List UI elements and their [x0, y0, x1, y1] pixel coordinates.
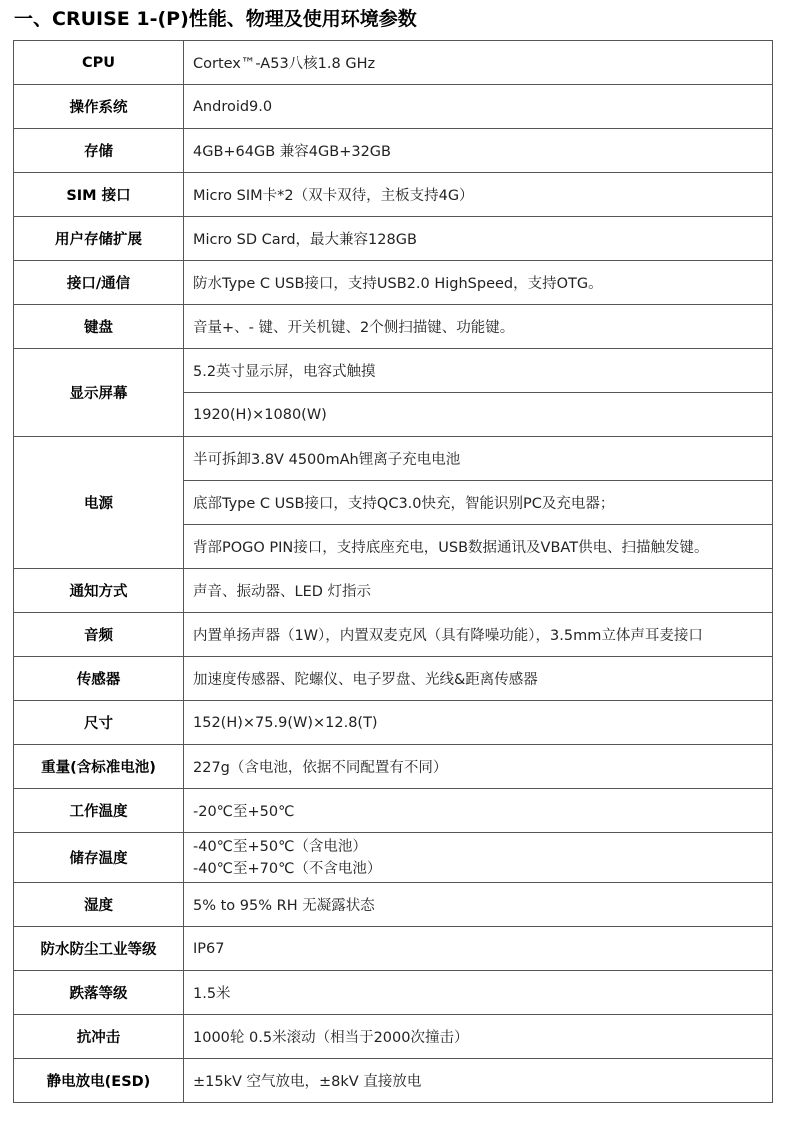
row-label: 抗冲击	[14, 1015, 184, 1059]
row-value: 1920(H)×1080(W)	[184, 393, 773, 437]
table-row	[14, 305, 773, 349]
row-label: 尺寸	[14, 701, 184, 745]
row-label: 防水防尘工业等级	[14, 927, 184, 971]
row-value: 152(H)×75.9(W)×12.8(T)	[184, 701, 773, 745]
table-row	[14, 657, 773, 701]
page-title: 一、CRUISE 1-(P)性能、物理及使用环境参数	[14, 8, 417, 30]
table-row	[14, 569, 773, 613]
row-value: 音量+、- 键、开关机键、2个侧扫描键、功能键。	[184, 305, 773, 349]
row-value: 内置单扬声器（1W），内置双麦克风（具有降噪功能），3.5mm立体声耳麦接口	[184, 613, 773, 657]
table-row	[14, 883, 773, 927]
row-value: Micro SD Card，最大兼容128GB	[184, 217, 773, 261]
row-value: Micro SIM卡*2（双卡双待，主板支持4G）	[184, 173, 773, 217]
table-row	[14, 745, 773, 789]
table-row	[14, 173, 773, 217]
row-label: 跌落等级	[14, 971, 184, 1015]
row-value	[184, 833, 773, 883]
row-value: 1.5米	[184, 971, 773, 1015]
row-value: 加速度传感器、陀螺仪、电子罗盘、光线&距离传感器	[184, 657, 773, 701]
row-value: Cortex™-A53八核1.8 GHz	[184, 41, 773, 85]
table-row	[14, 217, 773, 261]
table-row	[14, 41, 773, 85]
row-label: 键盘	[14, 305, 184, 349]
row-label: 显示屏幕	[14, 349, 184, 437]
row-value: 1000轮 0.5米滚动（相当于2000次撞击）	[184, 1015, 773, 1059]
row-label: 储存温度	[14, 833, 184, 883]
table-row	[14, 349, 773, 393]
row-label: 接口/通信	[14, 261, 184, 305]
table-row	[14, 613, 773, 657]
row-label: 工作温度	[14, 789, 184, 833]
row-value: 防水Type C USB接口，支持USB2.0 HighSpeed，支持OTG。	[184, 261, 773, 305]
row-label: 传感器	[14, 657, 184, 701]
table-row	[14, 833, 773, 883]
table-row	[14, 1059, 773, 1103]
row-value: 5% to 95% RH 无凝露状态	[184, 883, 773, 927]
table-row	[14, 789, 773, 833]
row-value: 半可拆卸3.8V 4500mAh锂离子充电电池	[184, 437, 773, 481]
row-value: 背部POGO PIN接口，支持底座充电，USB数据通讯及VBAT供电、扫描触发键。	[184, 525, 773, 569]
table-row	[14, 927, 773, 971]
table-row	[14, 1015, 773, 1059]
row-label: 重量(含标准电池)	[14, 745, 184, 789]
row-value: 227g（含电池，依据不同配置有不同）	[184, 745, 773, 789]
row-label: 电源	[14, 437, 184, 569]
row-label: 通知方式	[14, 569, 184, 613]
row-value: 底部Type C USB接口，支持QC3.0快充，智能识别PC及充电器；	[184, 481, 773, 525]
row-label: 存储	[14, 129, 184, 173]
table-row	[14, 701, 773, 745]
row-value-line: -40℃至+50℃（含电池）	[193, 838, 367, 855]
row-label: 音频	[14, 613, 184, 657]
row-value: 5.2英寸显示屏，电容式触摸	[184, 349, 773, 393]
row-value: ±15kV 空气放电，±8kV 直接放电	[184, 1059, 773, 1103]
row-label: 湿度	[14, 883, 184, 927]
row-label: CPU	[14, 41, 184, 85]
spec-table	[13, 40, 773, 1103]
row-label: SIM 接口	[14, 173, 184, 217]
row-label: 用户存储扩展	[14, 217, 184, 261]
row-value: 声音、振动器、LED 灯指示	[184, 569, 773, 613]
row-label: 静电放电(ESD)	[14, 1059, 184, 1103]
row-value: 4GB+64GB 兼容4GB+32GB	[184, 129, 773, 173]
table-row	[14, 971, 773, 1015]
table-row	[14, 129, 773, 173]
row-value: -20℃至+50℃	[184, 789, 773, 833]
table-row	[14, 437, 773, 481]
row-value: Android9.0	[184, 85, 773, 129]
row-value: IP67	[184, 927, 773, 971]
row-value-line: -40℃至+70℃（不含电池）	[193, 860, 382, 877]
table-row	[14, 85, 773, 129]
table-row	[14, 261, 773, 305]
row-label: 操作系统	[14, 85, 184, 129]
